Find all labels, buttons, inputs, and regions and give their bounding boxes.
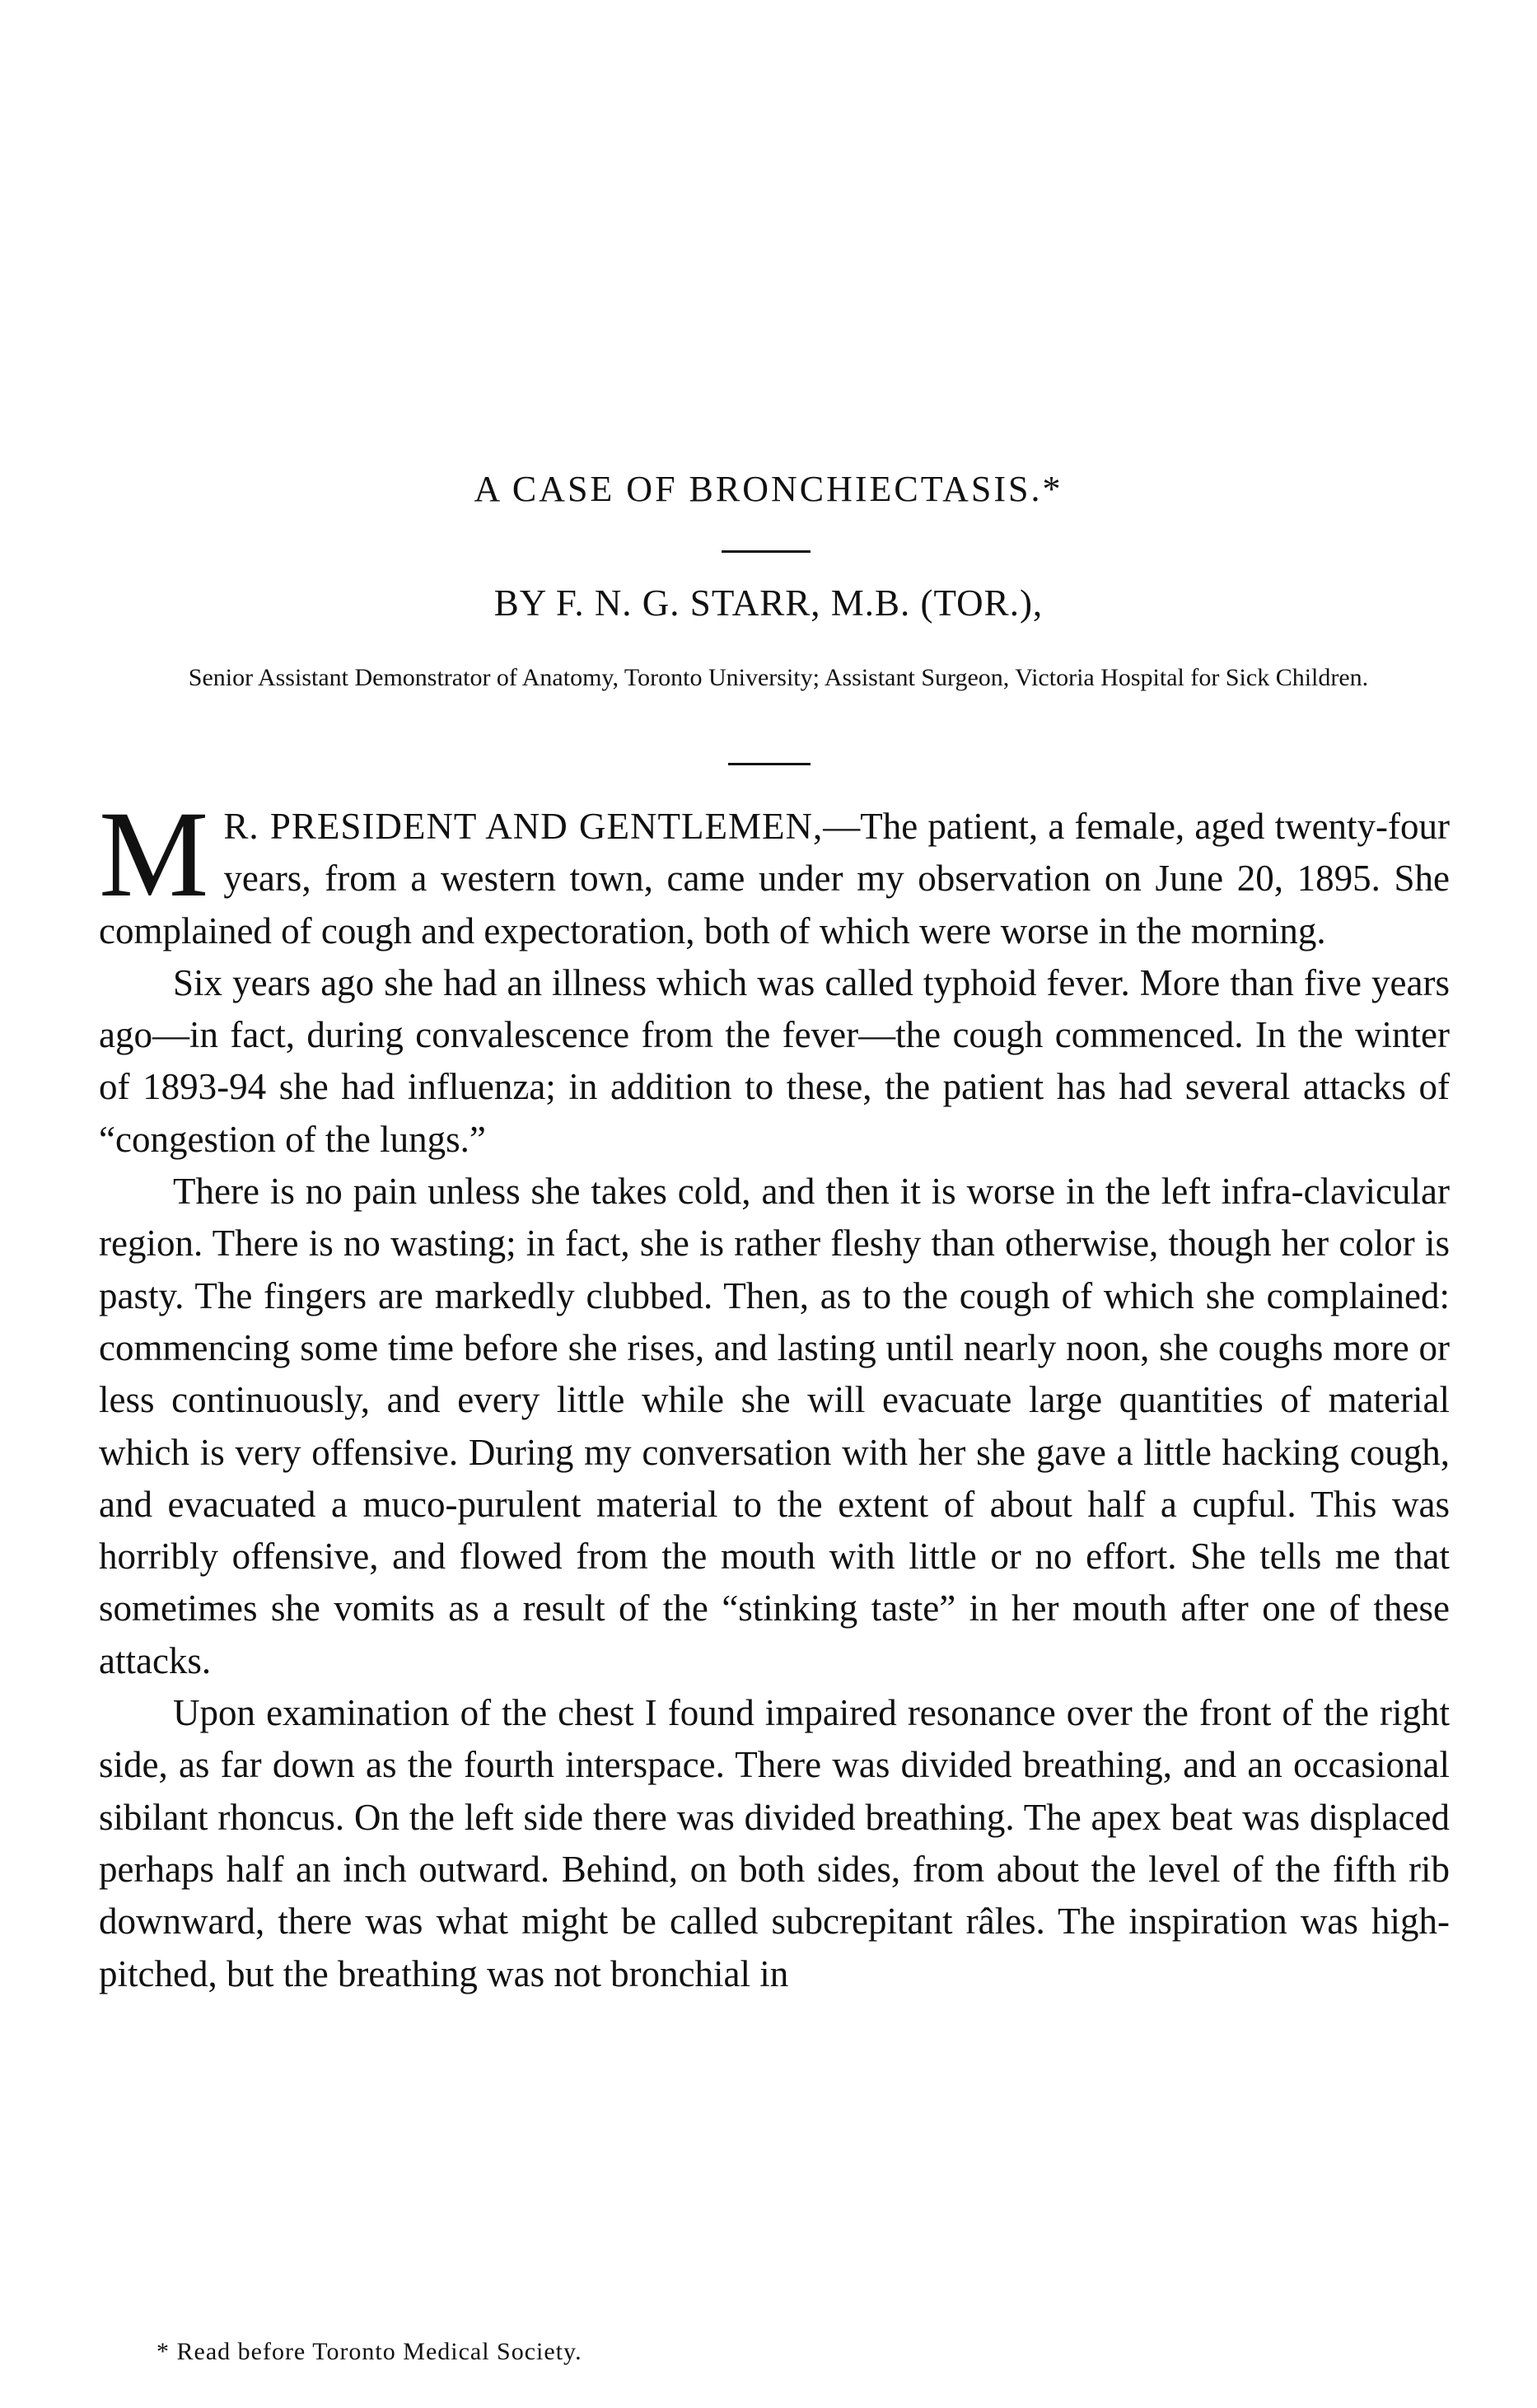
paragraph-4: Upon examination of the chest I found impaired resonance over the front of the right side, as far down as the fourth interspace. There was divided breathing, and an occasional sibilant rhoncus. On the left side there was divided breathing. The apex beat was displaced perhaps half an inch outward. Behind, on both sides, from about the level of the fifth rib downward, there was what might be called subcrepitant râles. The inspiration was high-pitched, but the breathing was not bronchial in	[99, 1692, 1450, 1994]
paragraph-3: There is no pain unless she takes cold, and then it is worse in the left infra-clavicular region. There is no wasting; in fact, she is rather fleshy than otherwise, though her color is pasty. The fingers are markedly clubbed. Then, as to the cough of which she complained: commencing some time before she rises, and lasting until nearly noon, she coughs more or less continuously, and every little while she will evacuate large quantities of material which is very offensive. During my conversation with her she gave a little hacking cough, and evacuated a muco-purulent material to the extent of about half a cupful. This was horribly offensive, and flowed from the mouth with little or no effort. She tells me that sometimes she vomits as a result of the “stinking taste” in her mouth after one of these attacks.	[99, 1171, 1450, 1681]
article-title: A CASE OF BRONCHIECTASIS.*	[474, 469, 1063, 509]
paragraph-1-text: —The patient, a female, aged twenty-four years, from a western town, came under my observation on June 20, 1895. She complained of cough and expectoration, both of which were worse in the morning.	[99, 806, 1450, 952]
paragraph-2: Six years ago she had an illness which was called typhoid fever. More than five years ago—in fact, during convalescence from the fever—the cough commenced. In the winter of 1893-94 she had influenza; in addition to these, the patient has had several attacks of “congestion of the lungs.”	[99, 961, 1450, 1160]
title-divider	[722, 550, 811, 553]
author-affiliation: Senior Assistant Demonstrator of Anatomy, Toronto University; Assistant Surgeon, Victoria Hospital for Sick Children.	[188, 664, 1369, 691]
author-byline: BY F. N. G. STARR, M.B. (TOR.),	[493, 582, 1044, 624]
footnote: * Read before Toronto Medical Society.	[157, 2338, 582, 2365]
article-body	[99, 786, 1450, 2000]
drop-cap: M	[99, 786, 209, 923]
paragraph-1	[99, 786, 1450, 957]
opening-caps: R. PRESIDENT AND GENTLEMEN,	[223, 806, 824, 847]
byline-divider	[728, 763, 811, 765]
